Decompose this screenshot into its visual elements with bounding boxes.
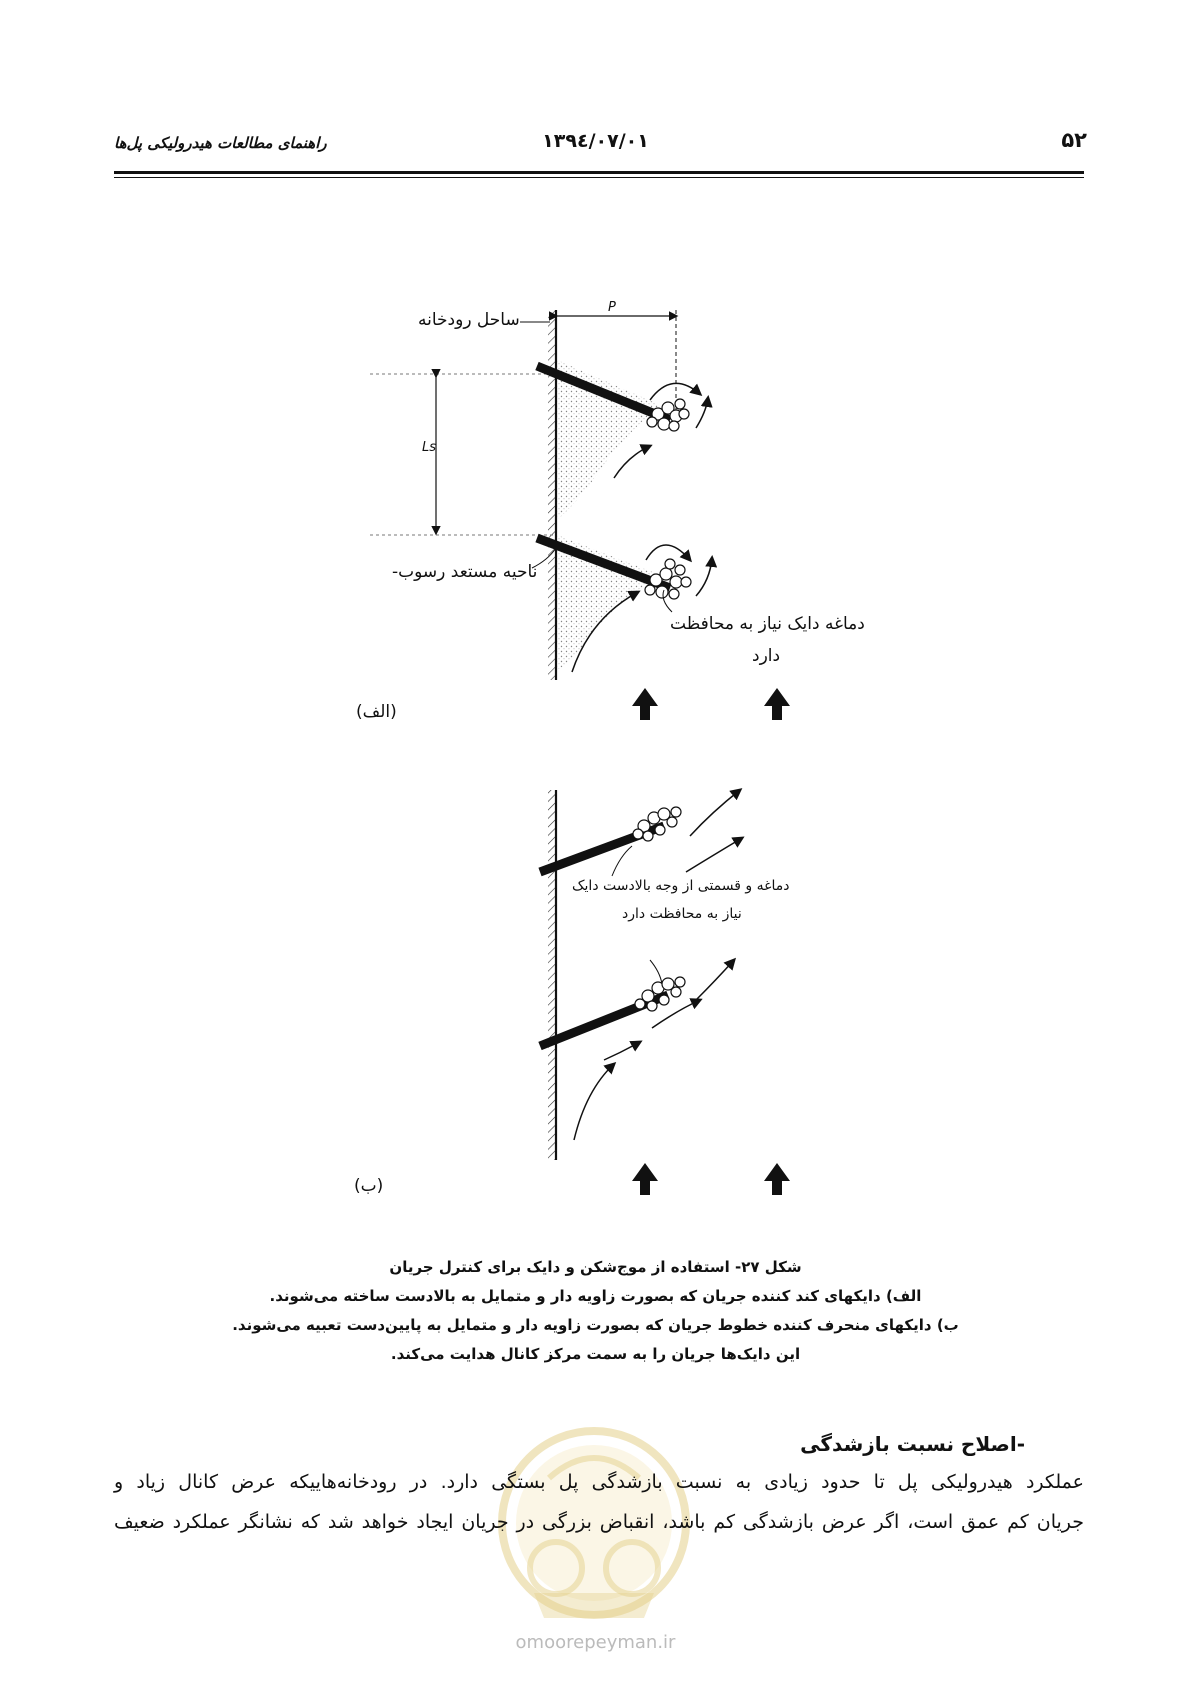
upstream-flow-arrow [632,688,658,720]
flow-arrow [696,960,734,1000]
riprap-a-lower [645,559,691,599]
figure-a-label: (الف) [356,702,397,722]
flow-arrow [604,1042,640,1060]
header-date: ۱۳۹٤/۰۷/۰۱ [542,130,649,152]
figure-caption-line-b: ب) دایکهای منحرف کننده خطوط جریان که بصورت زاویه دار و متمایل به پایین‌دست تعبیه می‌شوند. [232,1316,959,1334]
paragraph-line: عملکرد هیدرولیکی پل تا حدود زیادی به نسبت بازشدگی پل بستگی دارد. در رودخانه‌هاییکه عرض کانال زیاد و [114,1471,1084,1493]
flow-arrow [574,1064,614,1140]
flow-arrow [650,383,700,400]
p-label: P [608,300,616,315]
figure-b-diagram [540,790,790,1195]
figure-caption-line-a: الف) دایکهای کند کننده جریان که بصورت زاویه دار و متمایل به بالادست ساخته می‌شوند. [269,1287,922,1305]
upstream-flow-arrow [632,1163,658,1195]
flow-arrow [690,790,740,836]
book-title: راهنمای مطالعات هیدرولیکی پل‌ها [114,134,327,152]
watermark-site: omoorepeyman.ir [515,1632,676,1653]
section-paragraph [114,1462,1084,1542]
flow-arrow [614,446,650,478]
flow-arrow [652,1000,700,1028]
nose-face-label-2: نیاز به محافظت دارد [622,906,742,922]
flow-arrow [646,545,690,560]
figure-a-diagram [370,310,790,720]
upstream-flow-arrow [764,688,790,720]
riprap-b-lower [635,977,685,1011]
paragraph-line: جریان کم عمق است، اگر عرض بازشدگی کم باشد، انقباض بزرگی در جریان ایجاد خواهد شد که نشانگر عملکرد ضعیف [114,1511,1084,1533]
bank-hatch-b [548,790,556,1160]
upstream-flow-arrow [764,1163,790,1195]
ls-label: Ls [422,440,437,455]
figure-caption-line-c: این دایک‌ها جریان را به سمت مرکز کانال هدایت می‌کند. [390,1345,801,1363]
river-bank-label: ساحل رودخانه [418,310,520,330]
nose-protection-label-2: دارد [752,646,781,666]
page-number: ۵۲ [1061,128,1087,152]
nose-protection-label-1: دماغه دایک نیاز به محافظت [670,614,865,634]
flow-arrow [696,558,712,596]
figure-b-label: (ب) [354,1176,384,1196]
section-title: -اصلاح نسبت بازشدگی [800,1432,1025,1456]
nose-face-label-1: دماغه و قسمتی از وجه بالادست دایک [572,878,790,894]
leader-nose-face [650,960,662,984]
sediment-zone-label: ناحیه مستعد رسوب- [392,562,538,582]
leader-nose-face [612,846,632,876]
flow-arrow [696,398,708,428]
bank-hatch-a [548,310,556,680]
figure-caption-title: شکل ۲۷- استفاده از موج‌شکن و دایک برای کنترل جریان [389,1258,802,1276]
flow-arrow [686,838,742,872]
